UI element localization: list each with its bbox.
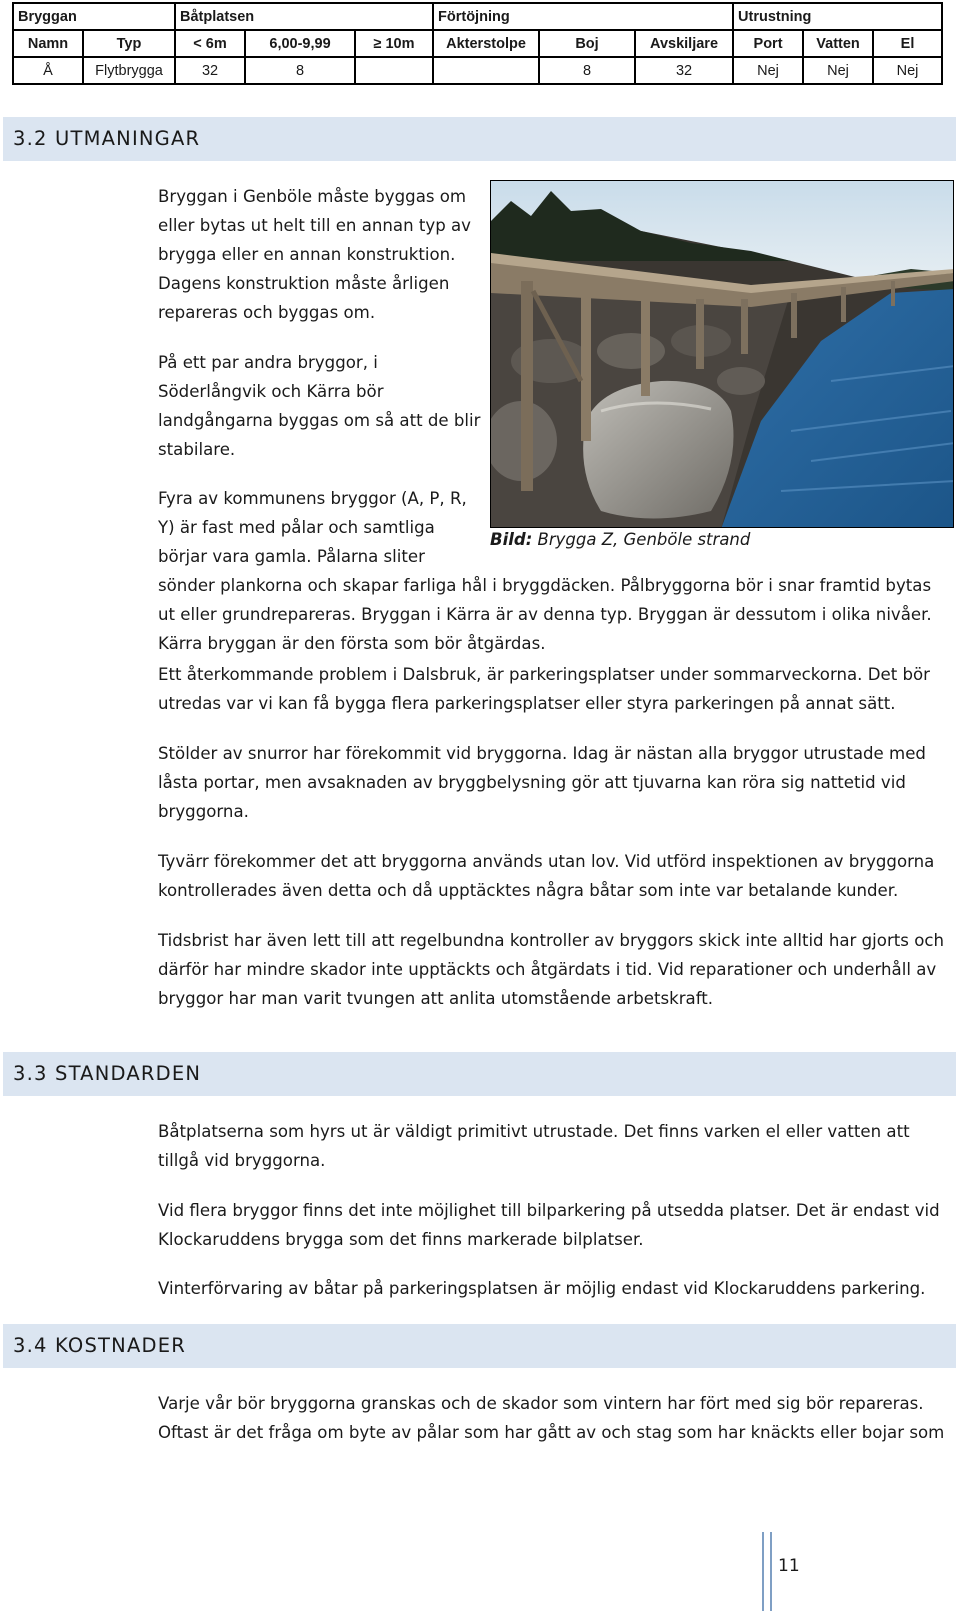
text-line: stabilare. (158, 440, 236, 459)
table-cell: 8 (245, 57, 355, 84)
text-line: bryggor har man varit tvungen att anlita utomstående arbetskraft. (158, 989, 714, 1008)
text-line: Ett återkommande problem i Dalsbruk, är parkeringsplatser under sommarveckorna. Det bör (158, 665, 930, 684)
column-header: 6,00-9,99 (245, 30, 355, 57)
group-header-batplatsen: Båtplatsen (175, 3, 433, 30)
text-line: Vinterförvaring av båtar på parkeringsplatsen är möjlig endast vid Klockaruddens parkering. (158, 1279, 926, 1298)
text-line: Stölder av snurror har förekommit vid bryggorna. Idag är nästan alla bryggor utrustade med (158, 744, 926, 763)
caption-text: Brygga Z, Genböle strand (532, 530, 751, 549)
group-header-bryggan: Bryggan (13, 3, 175, 30)
text-line: låsta portar, men avsaknaden av bryggbelysning gör att tjuvarna kan röra sig nattetid vid (158, 773, 906, 792)
text-line: tillgå vid bryggorna. (158, 1151, 326, 1170)
column-header: Namn (13, 30, 83, 57)
text-line: Tidsbrist har även lett till att regelbundna kontroller av bryggors skick inte alltid har gjorts och (158, 931, 944, 950)
text-line: Söderlångvik och Kärra bör (158, 382, 384, 401)
photo-caption (490, 530, 750, 549)
paragraph-granskning (158, 1389, 944, 1447)
paragraph-stolder (158, 739, 926, 826)
column-header: < 6m (175, 30, 245, 57)
text-line: repareras och byggas om. (158, 303, 376, 322)
paragraph-genbole (158, 182, 471, 327)
table-row (13, 57, 942, 84)
text-line: ut eller grundrepareras. Bryggan i Kärra är av denna typ. Bryggan är dessutom i olika nivåer. (158, 605, 932, 624)
section-heading-standarden: 3.3 STANDARDEN (3, 1052, 956, 1096)
group-header-fortojning: Förtöjning (433, 3, 733, 30)
paragraph-bilparkering (158, 1196, 940, 1254)
paragraph-utrustning (158, 1117, 910, 1175)
table-cell: 32 (635, 57, 733, 84)
text-line: Y) är fast med pålar och samtliga (158, 518, 435, 537)
caption-label: Bild: (490, 530, 533, 549)
paragraph-tidsbrist (158, 926, 944, 1013)
text-line: Dagens konstruktion måste årligen (158, 274, 450, 293)
text-line: Båtplatserna som hyrs ut är väldigt primitivt utrustade. Det finns varken el eller vatten att (158, 1122, 910, 1141)
text-line: kontrollerades även detta och då upptäcktes några båtar som inte var betalande kunder. (158, 881, 899, 900)
table-cell: Nej (733, 57, 803, 84)
table-cell (355, 57, 433, 84)
table-group-header-row (13, 3, 942, 30)
text-line: Bryggan i Genböle måste byggas om (158, 187, 467, 206)
column-header: ≥ 10m (355, 30, 433, 57)
table-cell (433, 57, 539, 84)
text-line: därför har mindre skador inte upptäckts och åtgärdats i tid. Vid reparationer och underhåll av (158, 960, 937, 979)
text-line: börjar vara gamla. Pålarna sliter (158, 547, 425, 566)
text-line: brygga eller en annan konstruktion. (158, 245, 456, 264)
text-line: På ett par andra bryggor, i (158, 353, 378, 372)
table-cell: Nej (803, 57, 873, 84)
table-cell: Flytbrygga (83, 57, 175, 84)
moorings-table (12, 2, 943, 85)
table-cell: Å (13, 57, 83, 84)
column-header: Boj (539, 30, 635, 57)
page-number: 11 (778, 1556, 800, 1576)
column-header: Port (733, 30, 803, 57)
table-cell: 8 (539, 57, 635, 84)
paragraph-utan-lov (158, 847, 934, 905)
text-line: bryggorna. (158, 802, 249, 821)
text-line: Oftast är det fråga om byte av pålar som har gått av och stag som har knäckts eller bojar som (158, 1423, 945, 1442)
section-heading-utmaningar: 3.2 UTMANINGAR (3, 117, 956, 161)
text-line: Vid flera bryggor finns det inte möjlighet till bilparkering på utsedda platser. Det är endast vid (158, 1201, 940, 1220)
text-line: Fyra av kommunens bryggor (A, P, R, (158, 489, 467, 508)
text-line: eller bytas ut helt till en annan typ av (158, 216, 471, 235)
footer-divider (762, 1532, 772, 1611)
column-header: Vatten (803, 30, 873, 57)
text-line: Tyvärr förekommer det att bryggorna används utan lov. Vid utförd inspektionen av bryggorna (158, 852, 935, 871)
pier-photo (490, 180, 954, 528)
text-line: Kärra bryggan är den första som bör åtgärdas. (158, 634, 546, 653)
text-line: sönder plankorna och skapar farliga hål i bryggdäcken. Pålbryggorna bör i snar framtid bytas (158, 576, 932, 595)
paragraph-landgangar (158, 348, 480, 464)
table-cell: 32 (175, 57, 245, 84)
text-line: Varje vår bör bryggorna granskas och de skador som vintern har fört med sig bör repareras. (158, 1394, 924, 1413)
table-cell: Nej (873, 57, 942, 84)
paragraph-parkering (158, 660, 930, 718)
pier-photo-image (491, 181, 954, 528)
table-column-header-row (13, 30, 942, 57)
group-header-utrustning: Utrustning (733, 3, 942, 30)
paragraph-vinterforvaring (158, 1274, 925, 1303)
text-line: utredas var vi kan få bygga flera parkeringsplatser eller styra parkeringen på annat sätt. (158, 694, 896, 713)
section-heading-kostnader: 3.4 KOSTNADER (3, 1324, 956, 1368)
column-header: Typ (83, 30, 175, 57)
column-header: Avskiljare (635, 30, 733, 57)
text-line: Klockaruddens brygga som det finns markerade bilplatser. (158, 1230, 644, 1249)
text-line: landgångarna byggas om så att de blir (158, 411, 481, 430)
column-header: El (873, 30, 942, 57)
column-header: Akterstolpe (433, 30, 539, 57)
